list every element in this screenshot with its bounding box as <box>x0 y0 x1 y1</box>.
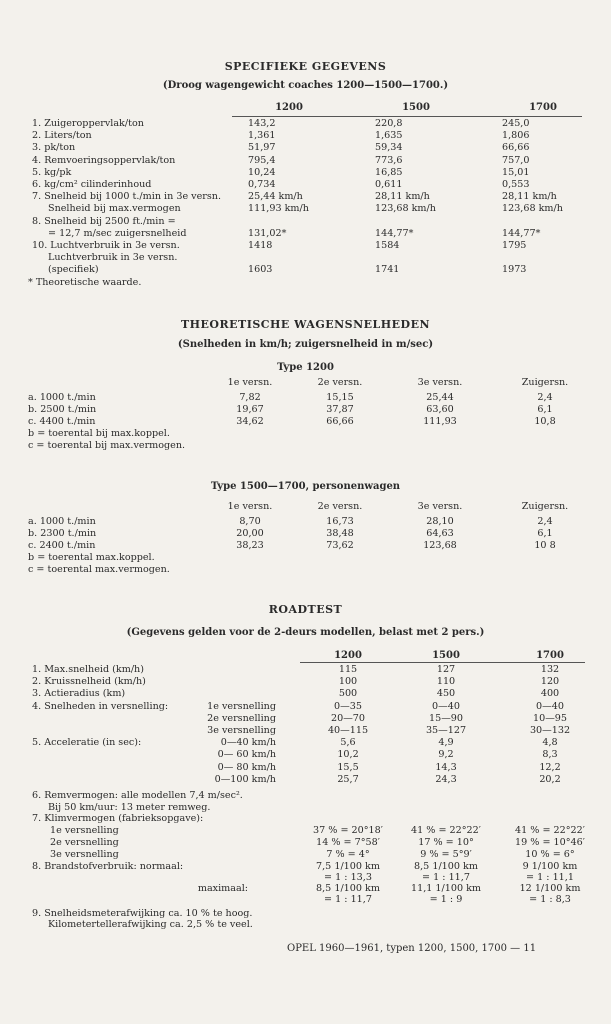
cell-value: 64,63 <box>426 528 454 539</box>
cell-value: 123,68 <box>423 540 457 551</box>
cell-value: 7,5 1/100 km <box>316 860 380 872</box>
cell-value: 9 % = 5°9′ <box>420 848 472 860</box>
cell-value: 115 <box>338 664 358 675</box>
theo-col-header: 1e versn. <box>227 501 273 512</box>
cell-value: 28,11 km/h <box>502 191 557 203</box>
cell-value: 24,3 <box>435 773 457 785</box>
row-label: 4. Snelheden in versnelling: <box>32 700 169 712</box>
row-label: 5. kg/pk <box>32 166 72 178</box>
cell-value: 10,2 <box>337 749 359 761</box>
cell-value: 795,4 <box>248 154 276 166</box>
cell-value: 144,77* <box>502 227 541 239</box>
spec-footnote <box>0 277 611 290</box>
note-text: Kilometertellerafwijking ca. 2,5 % te veel. <box>48 919 253 930</box>
cell-value: 10,24 <box>248 166 276 178</box>
cell-value: 773,6 <box>375 154 403 166</box>
cell-value: 66,66 <box>326 416 354 427</box>
cell-value: 1973 <box>502 264 527 276</box>
cell-value: = 1 : 11,1 <box>526 871 574 883</box>
cell-value: = 1 : 9 <box>429 893 463 905</box>
cell-value: 41 % = 22°22′ <box>515 824 585 836</box>
cell-value: 143,2 <box>248 118 276 129</box>
row-label: (specifiek) <box>48 264 99 276</box>
cell-value: 144,77* <box>375 227 414 239</box>
road-col-header: 1500 <box>432 650 460 661</box>
row-sublabel: 2e versnelling <box>207 712 276 724</box>
cell-value: 111,93 km/h <box>248 203 309 215</box>
row-label: 8. Snelheid bij 2500 ft./min = <box>32 215 176 227</box>
row-label: 5. Acceleratie (in sec): <box>32 737 142 749</box>
row-label: 3. Actieradius (km) <box>32 688 126 700</box>
theo-subtitle: (Snelheden in km/h; zuigersnelheid in m/sec) <box>177 339 434 350</box>
cell-value: 1,806 <box>502 130 530 142</box>
row-label: 1. Max.snelheid (km/h) <box>32 664 144 675</box>
table-row <box>0 118 611 131</box>
theo-col-header: Zuigersn. <box>521 377 569 388</box>
theo-type2-title: Type 1500—1700, personenwagen <box>210 481 401 492</box>
table-row <box>0 774 611 787</box>
cell-value: 10—95 <box>532 712 567 724</box>
cell-value: 127 <box>436 664 456 675</box>
cell-value: 28,11 km/h <box>375 191 430 203</box>
page-footer: OPEL 1960—1961, typen 1200, 1500, 1700 — 11 <box>287 943 537 954</box>
spec-col-header: 1500 <box>402 102 430 113</box>
theo-col-header: 3e versn. <box>417 377 463 388</box>
cell-value: 14,3 <box>435 761 457 773</box>
spec-subtitle: (Droog wagengewicht coaches 1200—1500—1700.) <box>162 80 449 91</box>
cell-value: 10,8 <box>534 416 556 427</box>
cell-value: 7 % = 4° <box>326 848 370 860</box>
spec-header-rule <box>232 116 582 117</box>
row-sublabel: 0—100 km/h <box>214 773 276 785</box>
cell-value: 8,5 1/100 km <box>414 860 478 872</box>
cell-value: 1,635 <box>375 130 403 142</box>
table-row <box>0 688 611 701</box>
cell-value: 450 <box>436 688 456 700</box>
cell-value: 100 <box>338 676 358 688</box>
table-row <box>0 228 611 241</box>
cell-value: 120 <box>540 676 560 688</box>
row-label: = 12,7 m/sec zuigersnelheid <box>48 227 187 239</box>
cell-value: 0,734 <box>248 179 276 190</box>
road-fuel-row <box>0 894 611 907</box>
note-text: c = toerental max.vermogen. <box>28 564 170 575</box>
cell-value: 20,2 <box>539 773 561 785</box>
row-label: 1. Zuigeroppervlak/ton <box>32 118 144 129</box>
cell-value: 15,01 <box>502 166 530 178</box>
table-row <box>0 252 611 265</box>
cell-value: 1795 <box>502 240 527 251</box>
row-label: 3e versnelling <box>50 848 119 860</box>
brake-text: 6. Remvermogen: alle modellen 7,4 m/sec². <box>32 790 243 801</box>
cell-value: 38,48 <box>326 528 354 539</box>
brake-text: Bij 50 km/uur: 13 meter remweg. <box>48 801 211 813</box>
cell-value: = 1 : 13,3 <box>324 871 372 883</box>
spec-col-header: 1200 <box>275 102 303 113</box>
table-row <box>0 130 611 143</box>
cell-value: 28,10 <box>426 516 454 527</box>
cell-value: 40—115 <box>327 725 369 736</box>
theo-col-header: 3e versn. <box>417 501 463 512</box>
cell-value: 12,2 <box>539 761 561 773</box>
cell-value: 500 <box>338 688 358 700</box>
cell-value: 51,97 <box>248 142 276 154</box>
cell-value: 17 % = 10° <box>418 836 474 848</box>
cell-value: 30—132 <box>529 725 571 736</box>
theo-header-row <box>0 377 611 390</box>
road-note-row <box>0 919 611 932</box>
theo-note <box>0 564 611 577</box>
table-row <box>0 216 611 229</box>
cell-value: 4,8 <box>542 737 558 749</box>
cell-value: 37,87 <box>326 404 354 415</box>
table-row <box>0 762 611 775</box>
table-row <box>0 676 611 689</box>
table-row <box>0 167 611 180</box>
theo-col-header: Zuigersn. <box>521 501 569 512</box>
cell-value: 1603 <box>248 264 273 276</box>
theo-col-header: 2e versn. <box>317 377 363 388</box>
cell-value: 73,62 <box>326 540 354 551</box>
cell-value: 9,2 <box>438 749 454 761</box>
row-sublabel: maximaal: <box>197 882 248 894</box>
row-label: 6. kg/cm² cilinderinhoud <box>32 179 152 190</box>
cell-value: 245,0 <box>502 118 530 129</box>
cell-value: 8,3 <box>542 749 558 761</box>
row-label: 1e versnelling <box>50 824 119 836</box>
theo-col-header: 1e versn. <box>227 377 273 388</box>
cell-value: 10 8 <box>534 540 556 551</box>
cell-value: = 1 : 11,7 <box>422 871 470 883</box>
table-row <box>0 713 611 726</box>
cell-value: 2,4 <box>537 516 553 527</box>
row-label: c. 2400 t./min <box>28 540 96 551</box>
table-row <box>0 264 611 277</box>
table-row <box>0 179 611 192</box>
cell-value: 35—127 <box>425 725 467 736</box>
row-sublabel: 0— 80 km/h <box>217 761 276 773</box>
road-col-header: 1200 <box>334 650 362 661</box>
row-label: 3. pk/ton <box>32 142 76 154</box>
cell-value: 6,1 <box>537 404 553 415</box>
cell-value: 25,44 km/h <box>248 191 303 203</box>
cell-value: 0—35 <box>334 700 362 712</box>
cell-value: 25,7 <box>337 773 359 785</box>
table-row <box>0 725 611 738</box>
note-text: b = toerental max.koppel. <box>28 552 155 563</box>
row-label: 7. Snelheid bij 1000 t./min in 3e versn. <box>32 191 222 203</box>
table-row <box>0 203 611 216</box>
cell-value: 6,1 <box>537 528 553 539</box>
row-label: 10. Luchtverbruik in 3e versn. <box>32 240 180 251</box>
row-label: 2e versnelling <box>50 836 119 848</box>
cell-value: 66,66 <box>502 142 530 154</box>
cell-value: 131,02* <box>248 227 287 239</box>
table-row <box>0 142 611 155</box>
theo-header-row <box>0 501 611 514</box>
footnote-text: * Theoretische waarde. <box>28 276 142 288</box>
cell-value: 19 % = 10°46′ <box>515 836 585 848</box>
table-row <box>0 737 611 750</box>
theo-type1-title: Type 1200 <box>277 362 334 373</box>
row-sublabel: 1e versnelling <box>207 700 276 712</box>
row-label: Snelheid bij max.vermogen <box>48 203 181 215</box>
row-label: a. 1000 t./min <box>28 392 96 403</box>
cell-value: 0—40 <box>536 700 564 712</box>
row-label: b. 2500 t./min <box>28 404 97 415</box>
cell-value: 132 <box>540 664 560 675</box>
cell-value: 8,70 <box>239 516 261 527</box>
cell-value: 63,60 <box>426 404 454 415</box>
cell-value: 0,611 <box>375 179 403 190</box>
climb-title-text: 7. Klimvermogen (fabrieksopgave): <box>32 813 204 824</box>
theo-title: THEORETISCHE WAGENSNELHEDEN <box>180 318 431 331</box>
road-col-header: 1700 <box>536 650 564 661</box>
cell-value: 123,68 km/h <box>375 203 436 215</box>
cell-value: 757,0 <box>502 154 530 166</box>
row-label: 2. Liters/ton <box>32 130 92 142</box>
cell-value: 111,93 <box>423 416 457 427</box>
cell-value: 10 % = 6° <box>525 848 575 860</box>
cell-value: 15,15 <box>326 392 354 403</box>
road-header-rule <box>300 662 585 663</box>
row-sublabel: 0— 60 km/h <box>217 749 276 761</box>
cell-value: 1584 <box>375 240 400 251</box>
cell-value: 14 % = 7°58′ <box>316 836 380 848</box>
row-label: 8. Brandstofverbruik: normaal: <box>32 860 184 872</box>
cell-value: 1418 <box>248 240 273 251</box>
cell-value: 9 1/100 km <box>522 860 578 872</box>
row-label: b. 2300 t./min <box>28 528 97 539</box>
cell-value: 220,8 <box>375 118 403 129</box>
cell-value: 8,5 1/100 km <box>316 882 380 894</box>
cell-value: 20,00 <box>236 528 264 539</box>
table-row <box>0 701 611 714</box>
table-row <box>0 749 611 762</box>
cell-value: 11,1 1/100 km <box>410 882 482 894</box>
spec-header-row <box>0 102 611 115</box>
cell-value: = 1 : 11,7 <box>324 893 372 905</box>
cell-value: 7,82 <box>239 392 261 403</box>
cell-value: 12 1/100 km <box>519 882 581 894</box>
cell-value: 59,34 <box>375 142 403 154</box>
row-sublabel: 0—40 km/h <box>220 737 276 749</box>
cell-value: 0,553 <box>502 179 530 190</box>
cell-value: 1,361 <box>248 130 276 142</box>
cell-value: 2,4 <box>537 392 553 403</box>
cell-value: 4,9 <box>438 737 454 749</box>
cell-value: 16,73 <box>326 516 354 527</box>
cell-value: 0—40 <box>432 700 460 712</box>
cell-value: 15,5 <box>337 761 359 773</box>
row-label: c. 4400 t./min <box>28 416 96 427</box>
cell-value: 20—70 <box>330 712 365 724</box>
cell-value: 15—90 <box>428 712 463 724</box>
cell-value: = 1 : 8,3 <box>529 893 571 905</box>
row-sublabel: 3e versnelling <box>207 725 276 736</box>
cell-value: 19,67 <box>236 404 264 415</box>
cell-value: 123,68 km/h <box>502 203 563 215</box>
note-text: 9. Snelheidsmeterafwijking ca. 10 % te hoog. <box>32 907 253 919</box>
theo-note <box>0 440 611 453</box>
row-label: a. 1000 t./min <box>28 516 96 527</box>
cell-value: 400 <box>540 688 560 700</box>
cell-value: 38,23 <box>236 540 264 551</box>
row-label: 2. Kruissnelheid (km/h) <box>32 676 146 688</box>
cell-value: 110 <box>436 676 456 688</box>
spec-col-header: 1700 <box>529 102 557 113</box>
table-row <box>0 664 611 677</box>
cell-value: 16,85 <box>375 166 403 178</box>
note-text: b = toerental bij max.koppel. <box>28 428 170 439</box>
table-row <box>0 191 611 204</box>
table-row <box>0 155 611 168</box>
note-text: c = toerental bij max.vermogen. <box>28 440 186 451</box>
row-label: Luchtverbruik in 3e versn. <box>48 252 178 264</box>
cell-value: 5,6 <box>340 737 356 749</box>
row-label: 4. Remvoeringsoppervlak/ton <box>32 154 176 166</box>
cell-value: 37 % = 20°18′ <box>313 824 383 836</box>
road-subtitle: (Gegevens gelden voor de 2-deurs modellen, belast met 2 pers.) <box>126 627 485 638</box>
cell-value: 25,44 <box>426 392 454 403</box>
table-row <box>0 240 611 253</box>
road-title: ROADTEST <box>268 603 343 616</box>
theo-col-header: 2e versn. <box>317 501 363 512</box>
cell-value: 34,62 <box>236 416 264 427</box>
spec-title: SPECIFIEKE GEGEVENS <box>224 60 387 73</box>
cell-value: 1741 <box>375 264 400 276</box>
cell-value: 41 % = 22°22′ <box>411 824 481 836</box>
